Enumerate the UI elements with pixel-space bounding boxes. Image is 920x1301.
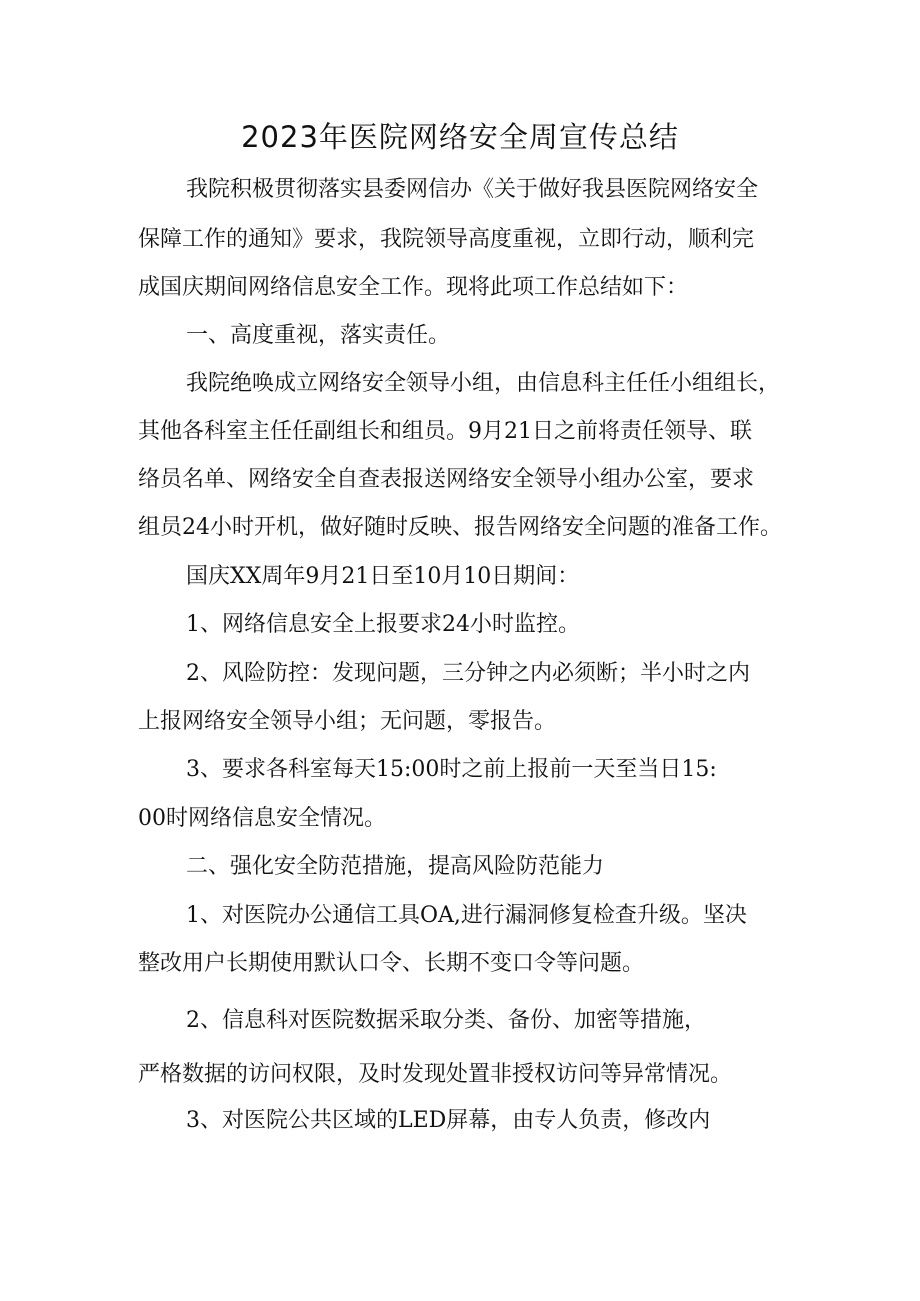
section-heading: 二、强化安全防范措施，提高风险防范能力 xyxy=(186,854,605,879)
paragraph-line: 络员名单、网络安全自查表报送网络安全领导小组办公室，要求 xyxy=(138,467,755,492)
paragraph-line: 成国庆期间网络信息安全工作。现将此项工作总结如下： xyxy=(138,275,689,300)
list-item: 2、风险防控：发现问题，三分钟之内必须断；半小时之内 xyxy=(186,661,750,686)
paragraph-line: 保障工作的通知》要求，我院领导高度重视，立即行动，顺利完 xyxy=(138,227,755,252)
paragraph-line: 上报网络安全领导小组；无问题，零报告。 xyxy=(138,709,557,734)
list-item: 2、信息科对医院数据采取分类、备份、加密等措施， xyxy=(186,1008,706,1033)
paragraph-line: 00时网络信息安全情况。 xyxy=(138,806,386,831)
list-item: 1、对医院办公通信工具OA,进行漏洞修复检查升级。坚决 xyxy=(186,903,747,928)
paragraph-line: 我院积极贯彻落实县委网信办《关于做好我县医院网络安全 xyxy=(186,177,759,202)
list-item: 3、对医院公共区域的LED屏幕，由专人负责，修改内 xyxy=(186,1108,711,1133)
paragraph-line: 整改用户长期使用默认口令、长期不变口令等问题。 xyxy=(138,951,645,976)
list-item: 3、要求各科室每天15:00时之前上报前一天至当日15: xyxy=(186,757,717,782)
section-heading: 一、高度重视，落实责任。 xyxy=(186,323,451,348)
paragraph-line: 组员24小时开机，做好随时反映、报告网络安全问题的准备工作。 xyxy=(138,515,782,540)
paragraph-line: 国庆XX周年9月21日至10月10日期间： xyxy=(186,564,580,589)
list-item: 1、网络信息安全上报要求24小时监控。 xyxy=(186,612,580,637)
paragraph-line: 我院绝唤成立网络安全领导小组，由信息科主任任小组组长， xyxy=(186,371,781,396)
paragraph-line: 其他各科室主任任副组长和组员。9月21日之前将责任领导、联 xyxy=(138,419,752,444)
document-title: 2023年医院网络安全周宣传总结 xyxy=(241,120,679,154)
paragraph-line: 严格数据的访问权限，及时发现处置非授权访问等异常情况。 xyxy=(138,1062,733,1087)
